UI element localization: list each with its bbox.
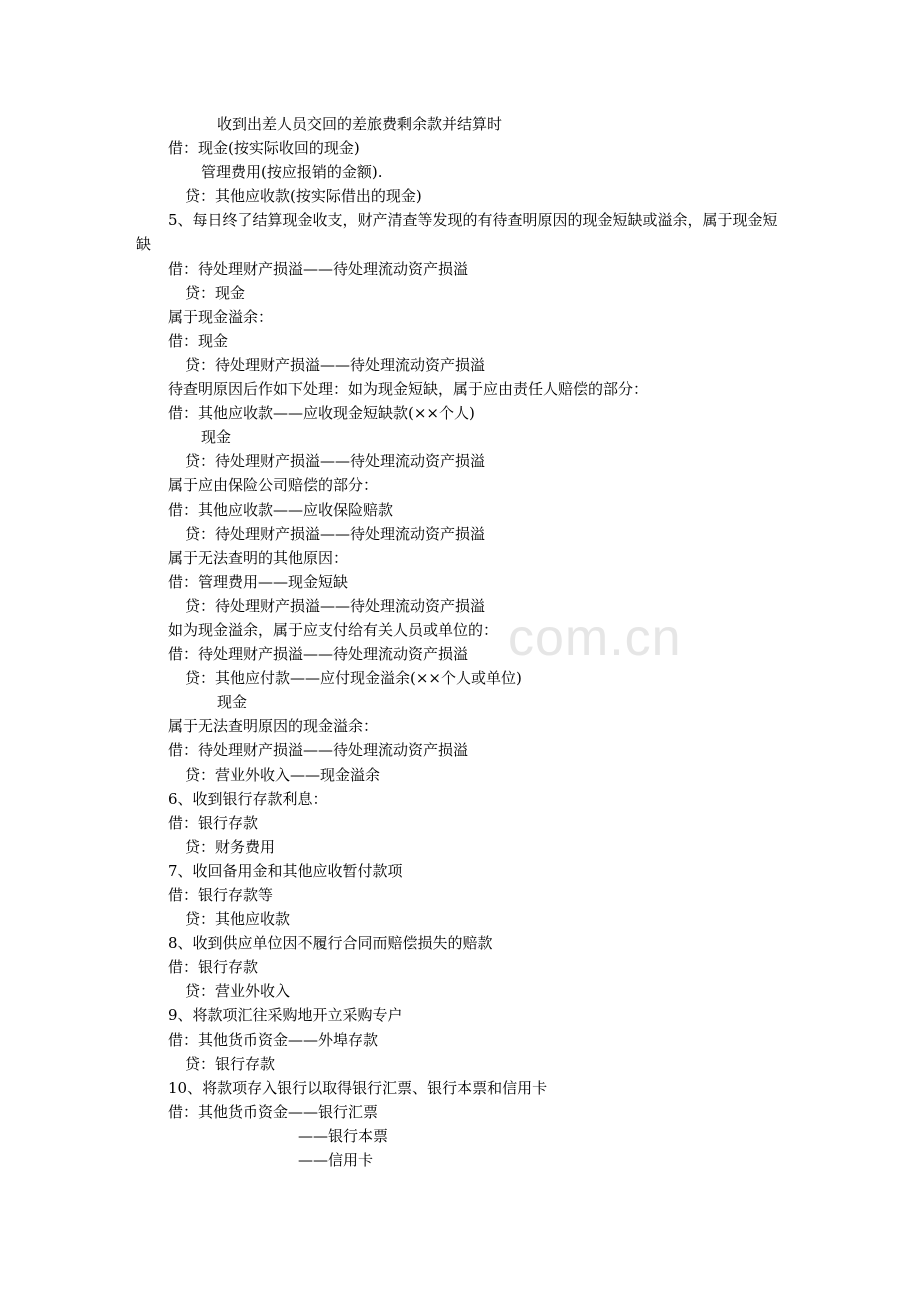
text-line: 借：银行存款等 [168, 886, 274, 904]
text-line: 9、将款项汇往采购地开立采购专户 [168, 1006, 403, 1025]
text-line: ——银行本票 [298, 1126, 389, 1145]
text-line: 现金 [217, 693, 248, 712]
text-line: 借：其他应收款——应收现金短缺款(××个人) [168, 404, 475, 423]
text-line: 贷：待处理财产损溢——待处理流动资产损溢 [185, 355, 486, 374]
text-line: 借：其他货币资金——银行汇票 [168, 1102, 379, 1121]
text-line: 借：现金 [168, 331, 229, 350]
text-line: 贷：现金 [185, 283, 246, 302]
text-line: 贷：待处理财产损溢——待处理流动资产损溢 [185, 452, 486, 471]
text-line: 贷：待处理财产损溢——待处理流动资产损溢 [185, 524, 486, 543]
text-line: 借：待处理财产损溢——待处理流动资产损溢 [168, 741, 469, 760]
text-line: 贷：其他应付款——应付现金溢余(××个人或单位) [185, 669, 522, 688]
text-line: 贷：银行存款 [185, 1054, 276, 1073]
text-line: 贷：营业外收入 [185, 982, 291, 1001]
text-line: 贷：营业外收入——现金溢余 [185, 765, 381, 784]
text-line: 贷：待处理财产损溢——待处理流动资产损溢 [185, 596, 486, 615]
text-line: 属于现金溢余： [168, 307, 274, 326]
text-line: 现金 [201, 428, 232, 447]
text-line: 7、收回备用金和其他应收暂付款项 [168, 861, 403, 880]
text-line: 借：现金(按实际收回的现金) [168, 139, 360, 158]
text-line: 待查明原因后作如下处理：如为现金短缺，属于应由责任人赔偿的部分： [168, 380, 649, 399]
text-line: 贷：其他应收款 [185, 910, 291, 929]
text-line: 属于无法查明原因的现金溢余： [168, 717, 379, 736]
text-line: 管理费用(按应报销的金额). [201, 163, 383, 182]
text-line: ——信用卡 [298, 1151, 374, 1170]
text-line: 借：银行存款 [168, 958, 259, 977]
text-line: 借：其他货币资金——外埠存款 [168, 1030, 379, 1049]
watermark-text: com.cn [508, 609, 682, 667]
text-line: 8、收到供应单位因不履行合同而赔偿损失的赔款 [168, 934, 493, 953]
text-line: 收到出差人员交回的差旅费剩余款并结算时 [217, 115, 503, 133]
text-line: 贷：财务费用 [185, 837, 276, 856]
text-line: 5、每日终了结算现金收支，财产清查等发现的有待查明原因的现金短缺或溢余，属于现金短缺 [136, 211, 778, 254]
text-line: 属于应由保险公司赔偿的部分： [168, 476, 379, 495]
text-line: 如为现金溢余，属于应支付给有关人员或单位的： [168, 620, 499, 639]
text-line: 6、收到银行存款利息： [168, 789, 328, 808]
text-line: 借：待处理财产损溢——待处理流动资产损溢 [168, 645, 469, 664]
text-line: 借：其他应收款——应收保险赔款 [168, 500, 394, 519]
text-line: 贷：其他应收款(按实际借出的现金) [185, 187, 422, 206]
text-line: 借：待处理财产损溢——待处理流动资产损溢 [168, 259, 469, 278]
text-line: 借：银行存款 [168, 813, 259, 832]
text-line: 10、将款项存入银行以取得银行汇票、银行本票和信用卡 [168, 1078, 548, 1097]
document-body [0, 112, 920, 1172]
text-line: 借：管理费用——现金短缺 [168, 572, 349, 591]
text-line: 属于无法查明的其他原因： [168, 548, 349, 567]
